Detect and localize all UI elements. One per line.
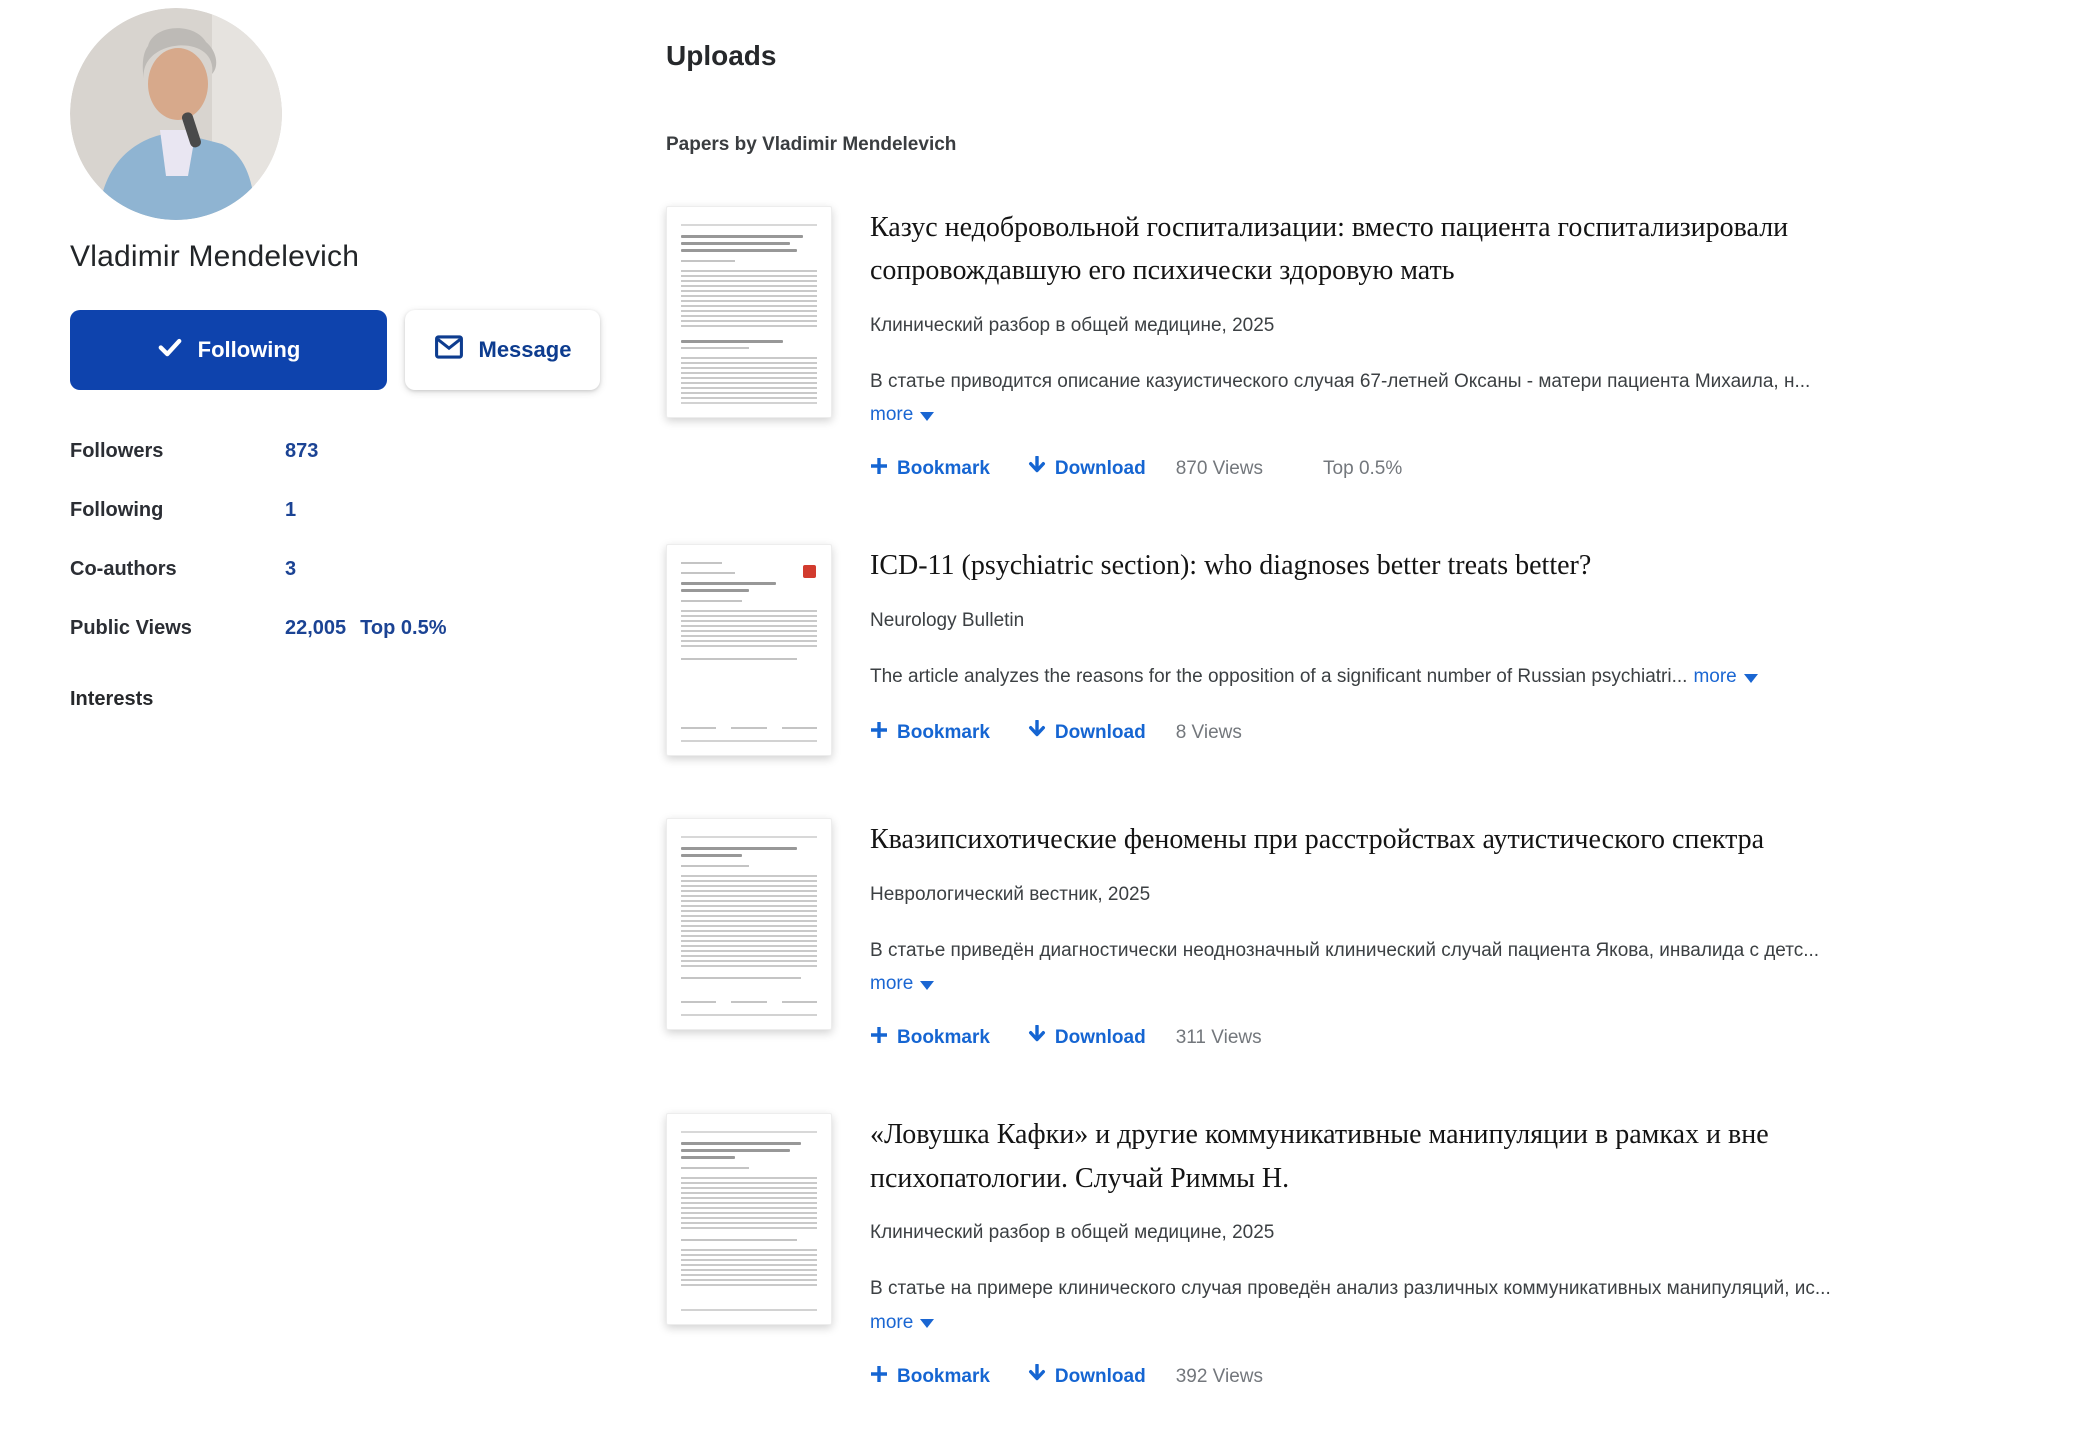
thumb-line (681, 1156, 735, 1159)
thumb-footer (681, 1001, 817, 1003)
stat-public-views-label: Public Views (70, 617, 192, 639)
following-button-label: Following (197, 337, 301, 362)
uploads-section (600, 0, 2094, 1452)
paper-title[interactable]: ICD-11 (psychiatric section): who diagnoses better treats better? (870, 550, 1592, 582)
more-link-label: more (870, 404, 914, 426)
stat-following-label: Following (70, 499, 164, 521)
paper-thumbnail[interactable] (666, 544, 832, 756)
profile-stats (70, 440, 600, 640)
paper-thumbnail[interactable] (666, 206, 832, 418)
paper-actions (870, 720, 1758, 746)
paper-title[interactable]: Казус недобровольной госпитализации: вместо пациента госпитализировали сопровождавшую его психически здоровую мать (870, 212, 1789, 287)
message-button[interactable] (405, 310, 600, 390)
thumb-line (681, 572, 735, 574)
download-label: Download (1054, 1365, 1146, 1387)
download-arrow-icon (1028, 456, 1046, 482)
following-button[interactable] (70, 310, 387, 390)
more-link[interactable] (1693, 664, 1757, 691)
paper-thumbnail[interactable] (666, 818, 832, 1030)
bookmark-button[interactable] (870, 721, 990, 745)
download-label: Download (1054, 458, 1146, 480)
stat-followers (70, 440, 600, 463)
paper-excerpt-text: The article analyzes the reasons for the opposition of a significant number of Russian psychiatri... (870, 665, 1688, 687)
paper-venue: Клинический разбор в общей медицине, 2025 (870, 1222, 1275, 1244)
more-link-label: more (870, 1311, 914, 1333)
plus-icon (870, 1026, 888, 1050)
thumb-line (681, 836, 817, 838)
thumb-line (681, 249, 797, 252)
caret-down-icon (920, 1319, 934, 1328)
plus-icon (870, 721, 888, 745)
thumb-line (681, 347, 749, 349)
more-link[interactable] (870, 1312, 934, 1334)
more-link[interactable] (870, 404, 934, 426)
thumb-line (681, 242, 790, 245)
download-label: Download (1054, 722, 1146, 744)
thumb-line (681, 1131, 817, 1133)
download-button[interactable] (1028, 720, 1146, 746)
thumb-line (681, 600, 742, 602)
thumb-line (681, 865, 749, 867)
uploads-subheading: Papers by Vladimir Mendelevich (666, 134, 957, 155)
envelope-icon (434, 334, 464, 366)
views-count: 392 Views (1175, 1365, 1264, 1387)
thumb-line (681, 402, 817, 404)
paper-excerpt: В статье приводится описание казуистического случая 67-летней Оксаны - матери пациента Михаила, н... (870, 370, 1811, 392)
thumb-text-block (681, 875, 817, 967)
paper-thumbnail[interactable] (666, 1113, 832, 1325)
more-link-label: more (870, 973, 914, 995)
download-label: Download (1054, 1027, 1146, 1049)
thumb-line (681, 1167, 749, 1169)
bookmark-button[interactable] (870, 1026, 990, 1050)
thumb-line (681, 562, 722, 564)
download-button[interactable] (1028, 1364, 1146, 1390)
thumb-text-block (681, 357, 817, 403)
paper-content (870, 544, 1758, 746)
thumb-line (681, 589, 749, 592)
papers-list (666, 206, 2054, 1390)
stat-coauthors (70, 558, 600, 581)
thumb-line (681, 1149, 790, 1152)
views-count: 8 Views (1175, 722, 1242, 744)
thumb-line (681, 977, 801, 979)
views-count: 311 Views (1175, 1027, 1262, 1049)
more-link[interactable] (870, 973, 934, 995)
thumb-line (681, 658, 797, 660)
bookmark-button[interactable] (870, 1365, 990, 1389)
profile-avatar (70, 8, 282, 220)
paper-excerpt: В статье на примере клинического случая проведён анализ различных коммуникативных манипуляций, ис... (870, 1278, 1831, 1300)
stat-public-views-badge: Top 0.5% (360, 617, 447, 639)
paper-content (870, 1113, 1910, 1389)
stat-public-views-value[interactable]: 22,005 (285, 617, 347, 639)
bookmark-label: Bookmark (897, 458, 990, 480)
paper-row (666, 818, 2054, 1051)
plus-icon (870, 1365, 888, 1389)
paper-title[interactable]: Квазипсихотические феномены при расстройствах аутистического спектра (870, 824, 1765, 856)
plus-icon (870, 457, 888, 481)
thumb-footer (681, 727, 817, 729)
bookmark-button[interactable] (870, 457, 990, 481)
stat-followers-label: Followers (70, 440, 164, 462)
thumb-line (681, 224, 817, 226)
download-arrow-icon (1028, 1025, 1046, 1051)
interests-heading: Interests (70, 688, 154, 710)
download-button[interactable] (1028, 456, 1146, 482)
stat-followers-value[interactable]: 873 (285, 440, 319, 462)
paper-row (666, 1113, 2054, 1389)
profile-actions (70, 310, 600, 390)
thumb-text-block (681, 1249, 817, 1287)
paper-actions (870, 1025, 1819, 1051)
download-arrow-icon (1028, 1364, 1046, 1390)
paper-actions (870, 1364, 1910, 1390)
stat-coauthors-value[interactable]: 3 (285, 558, 297, 580)
paper-venue: Neurology Bulletin (870, 609, 1025, 631)
bookmark-label: Bookmark (897, 722, 990, 744)
caret-down-icon (1744, 674, 1758, 683)
paper-excerpt: В статье приведён диагностически неоднозначный клинический случай пациента Якова, инвалида с детс... (870, 939, 1820, 961)
thumb-line (681, 582, 776, 585)
uploads-heading: Uploads (666, 40, 777, 71)
avatar-photo-placeholder (70, 8, 282, 220)
message-button-label: Message (478, 337, 572, 362)
thumb-text-block (681, 1177, 817, 1229)
caret-down-icon (920, 981, 934, 990)
thumb-journal-logo (803, 565, 816, 578)
thumb-line (681, 340, 783, 343)
more-link-label: more (1693, 665, 1737, 687)
stat-following (70, 499, 600, 522)
paper-venue: Клинический разбор в общей медицине, 2025 (870, 314, 1275, 336)
paper-excerpt (870, 664, 1758, 691)
top-percent-badge: Top 0.5% (1323, 458, 1403, 480)
paper-row (666, 544, 2054, 756)
download-arrow-icon (1028, 720, 1046, 746)
stat-following-value[interactable]: 1 (285, 499, 297, 521)
check-icon (157, 334, 183, 366)
profile-sidebar (0, 0, 600, 1452)
paper-actions (870, 456, 1910, 482)
thumb-text-block (681, 270, 817, 330)
thumb-line (681, 854, 742, 857)
download-button[interactable] (1028, 1025, 1146, 1051)
profile-name: Vladimir Mendelevich (70, 240, 360, 273)
thumb-line (681, 235, 803, 238)
paper-content (870, 818, 1819, 1051)
views-count: 870 Views (1175, 458, 1264, 480)
thumb-line (681, 1142, 801, 1145)
paper-venue: Неврологический вестник, 2025 (870, 883, 1151, 905)
bookmark-label: Bookmark (897, 1027, 990, 1049)
thumb-line (681, 1239, 797, 1241)
thumb-line (681, 847, 797, 850)
thumb-line (681, 260, 735, 262)
bookmark-label: Bookmark (897, 1365, 990, 1387)
thumb-text-block (681, 610, 817, 648)
thumb-line (681, 1014, 817, 1016)
paper-row (666, 206, 2054, 482)
thumb-line (681, 740, 817, 742)
paper-title[interactable]: «Ловушка Кафки» и другие коммуникативные манипуляции в рамках и вне психопатологии. Случай Риммы Н. (870, 1119, 1769, 1194)
thumb-line (681, 1309, 817, 1311)
caret-down-icon (920, 412, 934, 421)
stat-coauthors-label: Co-authors (70, 558, 177, 580)
stat-public-views (70, 617, 600, 640)
paper-content (870, 206, 1910, 482)
